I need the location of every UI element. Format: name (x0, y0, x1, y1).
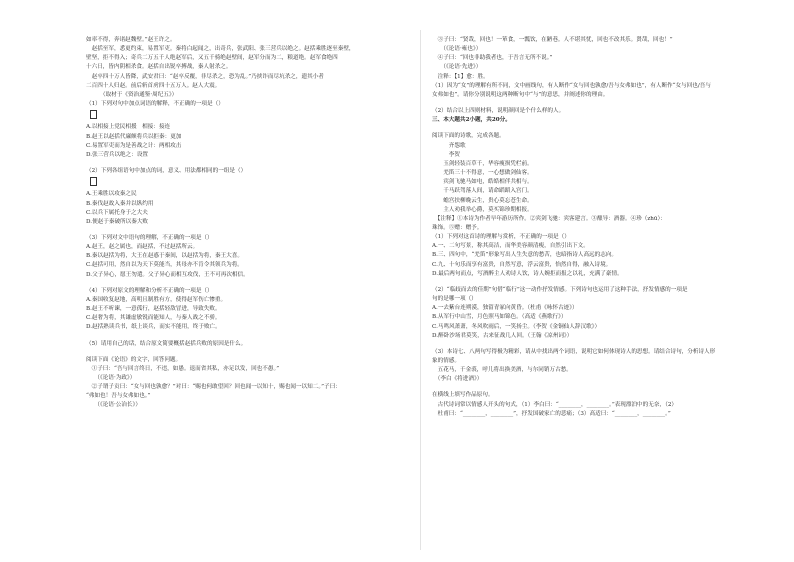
column-divider (420, 30, 421, 550)
option: C.九、十句乐而享有富贵，自然写意，浮云富贵，怡然自得，融入诗境。 (432, 261, 612, 268)
option: C.赵奢为将，其谦虚敏锐而能知人，与秦人战之不骄。 (86, 315, 221, 322)
question-stem: （3）本诗七、八两句写得极为精彩，请从中找出两个词语，说明它如何体现诗人的思想。请结合诗句，分析诗人形 (432, 348, 716, 355)
poem-line: 蟾宫扶柳晚云生，贵心莫忘苍生命。 (432, 197, 533, 204)
option: D.父子异心，愿王勿遣。父子异心而相互攻伐，王不可再次相信。 (86, 271, 249, 278)
option: C.易置军吏而为是善战之计：两相攻击 (86, 142, 182, 149)
option: B.从军行中山雪，月色照马如锦色。（高适《燕歌行》） (432, 314, 567, 321)
question-stem: （2）结合以上四则材料，说明颜回是个什么样的人。 (432, 108, 565, 115)
quote-source: （《论语·先进》） (432, 64, 482, 71)
quote-source: （李白《将进酒》） (432, 376, 483, 383)
poem-line: 主人劝我举心爵，莫买锦珍期相报。 (432, 206, 533, 213)
right-column (432, 36, 750, 419)
option: D.赵括熟读兵书，纸上谈兵，而实不能用，终于败亡。 (86, 324, 221, 331)
fill-blank-line[interactable]: 古代诗词常以情感人开头的句式，（1）李白曰：“________，________。”表现漂泊中的无奈，（2） (432, 401, 677, 408)
option: C.以兵下属托身于之大夫 (86, 209, 148, 216)
annotation: 注释：【1】愈：胜。 (432, 73, 489, 80)
option: B.三、四句中，“羌笛”形象写出人生失意的愁苦，也暗指诗人高远的志向。 (432, 252, 618, 259)
option: C.赵括可用，然自以为天下莫能当，其母亦不肯令其领兵为将。 (86, 262, 243, 269)
option: A.一、二句写景，称其高洁，而华美容颜清瘦，自然引出下文。 (432, 243, 589, 250)
option: A.一去紫台连朔漠，独留青冢向黄昏。（杜甫《咏怀古迹》） (432, 305, 578, 312)
poem-author: 李贺 (432, 151, 460, 158)
option: C.马鸣风萧萧，冬风吹雨后，一笑扬尘。（李贺《金铜仙人辞汉歌》） (432, 323, 601, 330)
passage-line: 如率不得，奔诸赵魏壁。”赵王许之。 (86, 37, 176, 43)
passage-line: 二百四十人归赵。前后斩首虏四十五万人。赵人大震。 (86, 82, 221, 89)
section-instruction: 阅读下面的诗歌，完成各题。 (432, 133, 505, 140)
quote-source: （《论语·公冶长》） (86, 402, 141, 409)
quote-line: ②子谓子贡曰：“女与回也孰愈？”对曰：“赐也何敢望回？回也闻一以知十，赐也闻一以知二。”子曰： (86, 384, 341, 391)
option: B.赵王以赵括代廉颇将兵以拒秦：更加 (86, 133, 182, 140)
option: B.秦以赵括为将，大王在赵惑于秦间，以赵括为将，秦王大喜。 (86, 253, 243, 260)
question-stem: （1）下列对句中加点词语的解释，不正确的一项是（） (86, 101, 224, 108)
answer-box[interactable] (90, 110, 97, 119)
annotation: 珠饰。⑤赠：赠予。 (432, 224, 483, 231)
option: A.赵王，赵之属也，而赵括，不过赵括所云。 (86, 244, 199, 251)
poem-line: 羌笛三十不得意，一心想做剑仙客。 (432, 170, 533, 177)
quote-line: “弗如也！吾与女弗如也。” (86, 393, 151, 400)
left-column (86, 36, 408, 411)
passage-line: 十六日，皆内阴相杀食。赵括自出锐卒搏战，秦人射杀之。 (86, 64, 232, 71)
question-stem: （1）因为“女”的理解有所不同，文中画线句，有人断作“女与回也孰愈/吾与女弗如也”，有人断作“女与回也/吾与 (432, 82, 711, 89)
quote-source: （《论语·为政》） (86, 375, 136, 381)
question-stem: （2）下列各组语句中加点的词，意义、用法都相同的一组是（） (86, 168, 247, 175)
question-stem: 女弗如也”。请你分别说明这两种断句中“与”的意思，并阐述你的理由。 (432, 91, 609, 98)
option: D.张三营兵以绝之：设置 (86, 151, 149, 158)
answer-slot (86, 109, 408, 123)
passage-line: 赵卒四十万人皆降，武安君曰：“赵卒反覆，非尽杀之，恐为乱。”乃挟诈而尽坑杀之，遗其小者 (86, 73, 324, 80)
question-stem: 句的是哪一项（） (432, 296, 477, 303)
section-heading: 三、本大题共2小题，共20分。 (432, 117, 511, 124)
quote-line: ③子曰：“贤哉，回也！一箪食，一瓢饮，在陋巷。人不堪其忧，回也不改其乐。贤哉，回也！” (432, 37, 673, 43)
question-stem: （2）“临歧而去的佳期”句借“临行”这一动作抒发情感。下列诗句也运用了这种手法，抒发情感的一项是 (432, 286, 688, 293)
option: B.赵王不听谏，一意孤行，赵括轻敌冒进，导致失败。 (86, 306, 221, 313)
option: D.便赵于秦破所以秦大败 (86, 218, 149, 225)
quote-line: 五花马，千金裘，呼儿将出换美酒，与尔同销万古愁。 (432, 367, 572, 374)
option: A.王乘胜以攻秦之民 (86, 191, 137, 198)
source-citation: （取材于《资治通鉴·周纪五》） (86, 91, 178, 98)
poem-line: 宾剑飞驰马如电，皓皓相伴共相与。 (432, 179, 533, 186)
question-stem: （1）下列对这首诗的理解与赏析，不正确的一项是（） (432, 234, 570, 241)
option: D.醉卧沙场君莫笑，古来征战几人回。（王翰《凉州词》） (432, 332, 573, 339)
poem-title: 齐怨歌 (432, 142, 466, 149)
poem-line: 玉剑轻装百草千，华容瘦损凭栏前。 (432, 160, 533, 167)
quote-line: ①子曰：“吾与回言终日，不违，如愚。退而省其私，亦足以发，回也不愚。” (86, 365, 280, 372)
question-stem: 象的情感。 (432, 358, 460, 364)
question-stem: （5）请用自己的话，结合原文简要概括赵括兵败的原因是什么。 (86, 340, 247, 347)
option: B.秦伐赵故入秦并以纵约用 (86, 200, 154, 207)
annotation: 【注释】①本诗为作者早年游历所作。②宾剑飞驰：宾客建言。③酿导：酒器。④珍（zhū）： (432, 215, 666, 222)
poem-line: 千马跃驾落人间，请命蹈蹈入宫门。 (432, 188, 533, 195)
answer-slot (86, 176, 408, 190)
section-instruction: 在横线上填写作品原句。 (432, 392, 494, 399)
option: A.秦国收复赵地，高明且制胜有方，使得赵军伤亡惨重。 (86, 296, 227, 303)
passage-line: 赵括至军，悉更约束，易置军吏。秦将白起闻之，出奇兵，张武阳、张三营兵以绝之。赵括乘胜逐至秦壁， (86, 46, 355, 53)
option: A.以相接上党民相援 相接：接连 (86, 124, 171, 131)
answer-box[interactable] (90, 177, 97, 186)
section-instruction: 阅读下面《论语》的文字，回答问题。 (86, 356, 182, 363)
option: D.最后两句而点，写酒醉主人劝诗人饮，诗人婉拒而报之以礼，充满了豪情。 (432, 270, 623, 277)
passage-line: 壁坚，拒不得入；奇兵二万五千人绝赵军后，又五千骑绝赵壁间，赵军分而为二，粮道绝。赵军食绝四 (86, 55, 338, 62)
question-stem: （3）下列对文中语句的理解，不正确的一项是（） (86, 234, 213, 241)
quote-source: （《论语·雍也》） (432, 46, 482, 53)
quote-line: ④子曰：“回也非助我者也，于吾言无所不说。” (432, 55, 553, 62)
question-stem: （4）下列对原文的理解和分析不正确的一项是（） (86, 287, 213, 294)
fill-blank-line[interactable]: 杜甫曰：“________，________”，抒发国破家亡的悲痛；（3）高适曰：“________，________。” (432, 410, 671, 417)
